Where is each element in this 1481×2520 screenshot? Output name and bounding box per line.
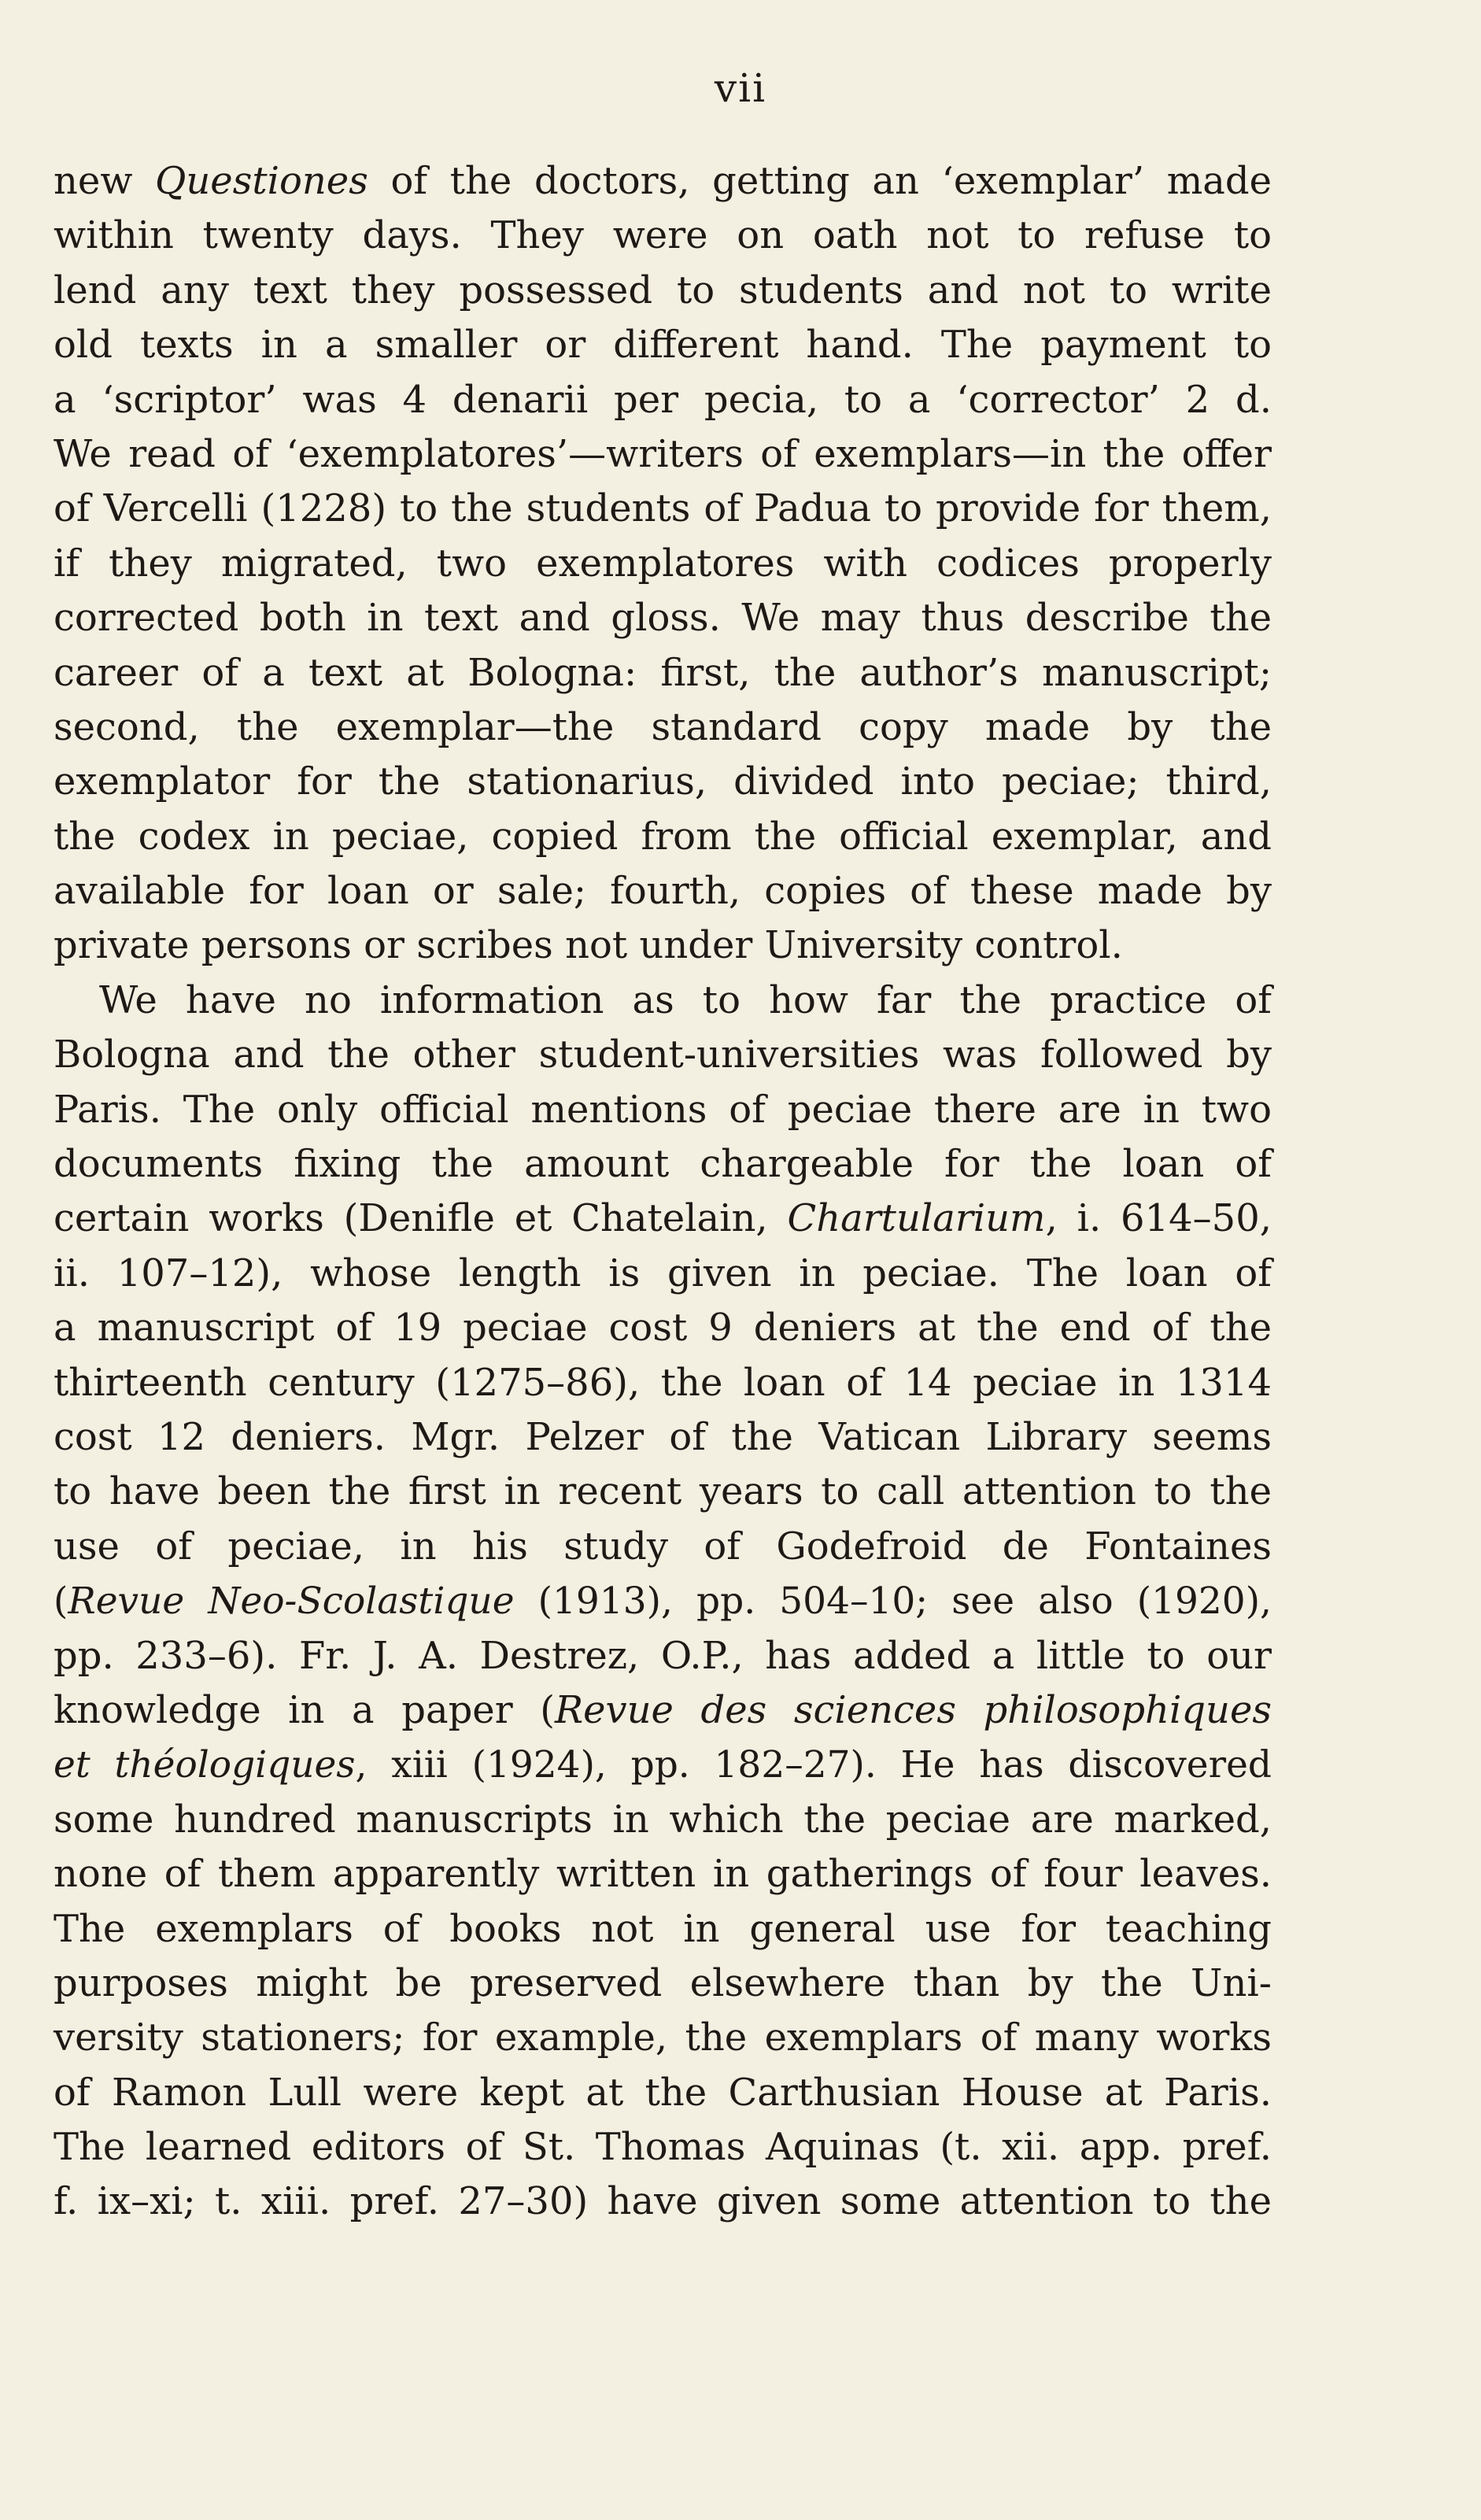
text-line [54, 264, 1272, 318]
text-line [54, 1410, 1272, 1465]
text-line [54, 918, 1272, 973]
text-line [54, 537, 1272, 591]
text-line [54, 318, 1272, 372]
text-segment: some hundred manuscripts in which the peciae are marked, [54, 1797, 1272, 1842]
text-line [54, 154, 1272, 209]
text-line [54, 1137, 1272, 1192]
text-segment: lend any text they possessed to students and not to write [54, 268, 1272, 312]
text-line [54, 1083, 1272, 1137]
text-segment: certain works (Denifle et Chatelain, [54, 1196, 788, 1241]
text-line [54, 864, 1272, 918]
text-segment: We have no information as to how far the practice of [99, 977, 1272, 1022]
text-line [54, 373, 1272, 427]
text-segment: new [54, 159, 156, 203]
text-line [54, 755, 1272, 809]
text-segment: versity stationers; for example, the exemplars of many works [54, 2016, 1272, 2060]
text-segment: second, the exemplar—the standard copy made by the [54, 704, 1272, 749]
text-segment: available for loan or sale; fourth, copies of these made by [54, 869, 1272, 914]
italic-title: Revue Neo-Scolastique [68, 1580, 515, 1624]
text-segment: none of them apparently written in gatherings of four leaves. [54, 1852, 1272, 1897]
text-line [54, 427, 1272, 482]
page-number: vii [714, 65, 767, 111]
text-line [54, 974, 1272, 1028]
body-text [54, 154, 1272, 2230]
text-line [54, 1247, 1272, 1301]
text-segment: , i. 614–50, [1045, 1196, 1272, 1241]
text-line [54, 2066, 1272, 2120]
text-segment: cost 12 deniers. Mgr. Pelzer of the Vatican Library seems [54, 1414, 1272, 1459]
text-segment: of Ramon Lull were kept at the Carthusian House at Paris. [54, 2070, 1272, 2115]
text-segment: purposes might be preserved elsewhere than by the Uni- [54, 1960, 1272, 2005]
text-line [54, 1520, 1272, 1574]
italic-title: Chartularium [787, 1196, 1046, 1241]
text-segment: of the doctors, getting an ‘exemplar’ made [367, 159, 1272, 203]
italic-title: Questiones [155, 159, 368, 203]
text-segment: private persons or scribes not under University control. [54, 923, 1123, 968]
text-line [54, 1028, 1272, 1082]
text-segment: Bologna and the other student-universities was followed by [54, 1033, 1272, 1077]
text-segment: (1913), pp. 504–10; see also (1920), [514, 1580, 1272, 1624]
text-segment: , xiii (1924), pp. 182–27). He has discovered [355, 1743, 1272, 1787]
text-line [54, 209, 1272, 263]
text-segment: to have been the first in recent years to call attention to the [54, 1469, 1272, 1514]
text-line [54, 810, 1272, 864]
text-line [54, 1847, 1272, 1901]
italic-title: et théologiques [54, 1743, 356, 1787]
text-line [54, 1192, 1272, 1246]
text-line [54, 1738, 1272, 1792]
text-segment: of Vercelli (1228) to the students of Padua to provide for them, [54, 486, 1272, 531]
text-segment: the codex in peciae, copied from the official exemplar, and [54, 814, 1272, 859]
text-segment: within twenty days. They were on oath not to refuse to [54, 213, 1272, 258]
text-segment: f. ix–xi; t. xiii. pref. 27–30) have given some attention to the [54, 2179, 1272, 2224]
italic-title: Revue des sciences philosophiques [554, 1687, 1272, 1732]
text-line [54, 1957, 1272, 2011]
text-segment: ii. 107–12), whose length is given in peciae. The loan of [54, 1251, 1272, 1295]
text-line [54, 1574, 1272, 1628]
text-line [54, 1465, 1272, 1519]
text-segment: old texts in a smaller or different hand. The payment to [54, 323, 1272, 368]
text-line [54, 1683, 1272, 1738]
text-line [54, 2120, 1272, 2175]
text-segment: documents fixing the amount chargeable for the loan of [54, 1142, 1272, 1187]
text-segment: if they migrated, two exemplatores with codices properly [54, 541, 1272, 586]
text-segment: knowledge in a paper ( [54, 1687, 555, 1732]
text-line [54, 1629, 1272, 1683]
text-line [54, 646, 1272, 700]
text-line [54, 2175, 1272, 2229]
text-line [54, 482, 1272, 536]
text-line [54, 591, 1272, 645]
text-segment: We read of ‘exemplatores’—writers of exemplars—in the offer [54, 431, 1272, 476]
text-line [54, 1793, 1272, 1847]
text-segment: Paris. The only official mentions of peciae there are in two [54, 1087, 1272, 1132]
text-line [54, 700, 1272, 755]
text-line [54, 2011, 1272, 2065]
text-segment: The learned editors of St. Thomas Aquinas (t. xii. app. pref. [54, 2125, 1272, 2170]
text-line [54, 1902, 1272, 1957]
text-line [54, 1301, 1272, 1355]
text-line [54, 1356, 1272, 1410]
text-segment: The exemplars of books not in general use for teaching [54, 1906, 1272, 1951]
text-segment: corrected both in text and gloss. We may thus describe the [54, 596, 1272, 641]
text-segment: pp. 233–6). Fr. J. A. Destrez, O.P., has added a little to our [54, 1633, 1272, 1678]
text-segment: exemplator for the stationarius, divided into peciae; third, [54, 759, 1272, 804]
text-segment: a ‘scriptor’ was 4 denarii per pecia, to a ‘corrector’ 2 d. [54, 377, 1272, 422]
text-segment: thirteenth century (1275–86), the loan of 14 peciae in 1314 [54, 1360, 1272, 1405]
text-segment: a manuscript of 19 peciae cost 9 deniers at the end of the [54, 1306, 1272, 1351]
text-segment: ( [54, 1580, 68, 1624]
text-segment: use of peciae, in his study of Godefroid de Fontaines [54, 1524, 1272, 1569]
text-segment: career of a text at Bologna: first, the author’s manuscript; [54, 650, 1272, 695]
